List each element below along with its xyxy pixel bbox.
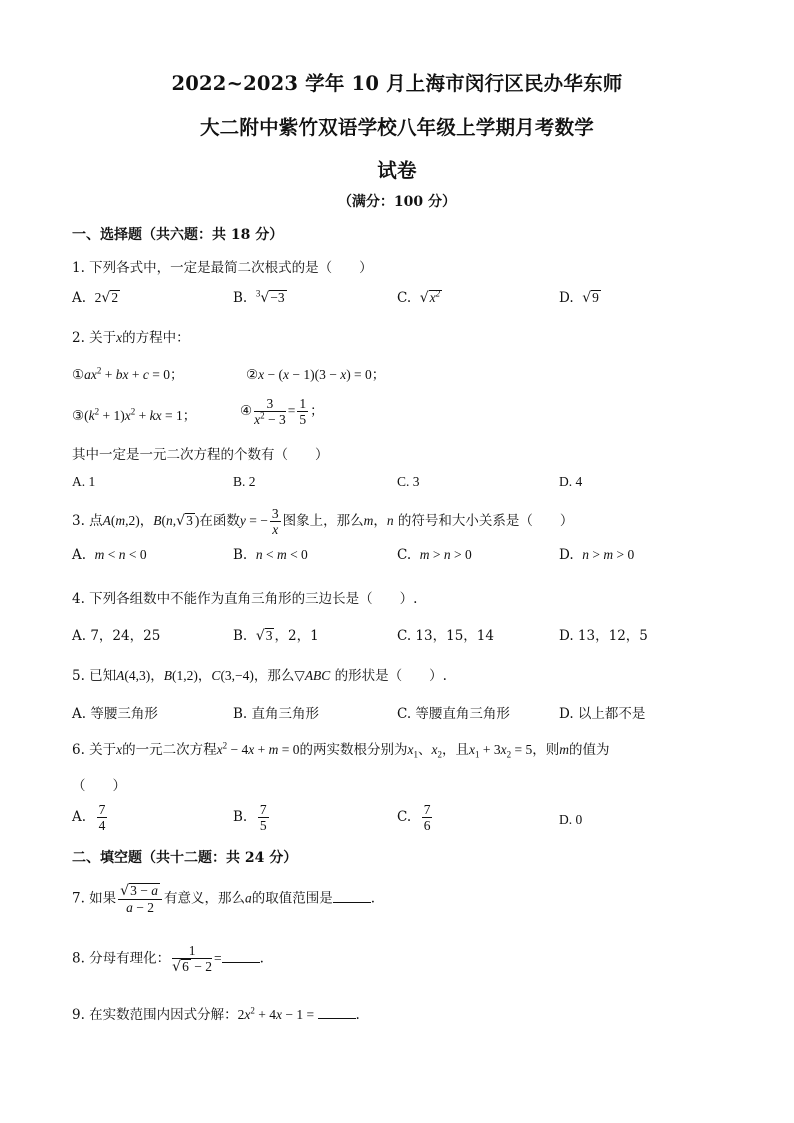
section-choice: 一、选择题（共六题：共 18 分） xyxy=(72,227,284,243)
question-6: 6. 关于x的一元二次方程$x^2 - 4x + m = 0$的两实数根分别为$x_1$、$x_2$，且$x_1 + 3x_2 = 5$，则m的值为 xyxy=(72,740,610,760)
q3-option-c: C. m > n > 0 xyxy=(397,547,472,563)
q6-option-d: D. 0 xyxy=(559,812,583,827)
score-note: （满分：100 分） xyxy=(337,194,457,210)
q7-answer-blank[interactable] xyxy=(333,890,371,903)
q2-eq-4: ④ $\frac{3}{x^2 - 3}$ = $\frac{1}{5}$ ； xyxy=(240,396,324,427)
question-4: 4. 下列各组数中不能作为直角三角形的三边长是（ ）. xyxy=(72,591,418,607)
q2-option-c: C. 3 xyxy=(397,474,420,489)
q3-option-a: A. m < n < 0 xyxy=(72,547,147,563)
question-9: 9. 在实数范围内因式分解：$2x^2 + 4x - 1$ = . xyxy=(72,1005,360,1023)
q1-option-a: A. 2√2 xyxy=(72,290,119,306)
q6-option-c: C. $\frac{7}{6}$ xyxy=(397,802,431,833)
title-line-1: 2022~2023 学年 10 月上海市闵行区民办华东师 xyxy=(171,72,623,95)
q2-option-d: D. 4 xyxy=(559,474,583,489)
q5-option-d: D. 以上都不是 xyxy=(559,706,646,722)
q1-option-c: C. $√x^2$ xyxy=(397,288,441,306)
q2-option-a: A. 1 xyxy=(72,474,96,489)
q3-option-d: D. n > m > 0 xyxy=(559,547,635,563)
q5-option-c: C. 等腰直角三角形 xyxy=(397,706,510,722)
q2-tail: 其中一定是一元二次方程的个数有（ ） xyxy=(72,447,329,463)
title-line-2: 大二附中紫竹双语学校八年级上学期月考数学 xyxy=(199,116,594,139)
q2-eq-3: $③(k^2 + 1)x^2$ + kx = 1； xyxy=(72,406,197,424)
q2-eq-2: ②x − (x − 1)(3 − x) = 0； xyxy=(246,367,386,383)
question-2: 2. 关于x的方程中： xyxy=(72,330,190,346)
q2-eq-1: $①ax^2$ + bx + c = 0； xyxy=(72,365,184,383)
q3-option-b: B. n < m < 0 xyxy=(233,547,308,563)
q6-option-b: B. $\frac{7}{5}$ xyxy=(233,802,267,833)
q8-answer-blank[interactable] xyxy=(222,950,260,963)
section-fill-blank: 二、填空题（共十二题：共 24 分） xyxy=(72,850,298,866)
q5-option-a: A. 等腰三角形 xyxy=(72,706,158,722)
q4-option-d: D. 13，12，5 xyxy=(559,628,648,644)
q2-option-b: B. 2 xyxy=(233,474,256,489)
q6-paren: （ ） xyxy=(72,778,126,794)
question-7: 7. 如果 $\frac{√3 - a}{a - 2}$ 有意义，那么a的取值范围是 . xyxy=(72,883,376,915)
question-3: 3. 点A(m,2)，B(n,√3 )在函数y = − $\frac{3}{x}$ 图象上，那么m，n 的符号和大小关系是（ ） xyxy=(72,506,574,537)
q1-option-b: B. $^3$√−3 xyxy=(233,288,285,306)
question-8: 8. 分母有理化： $\frac{1}{√6 - 2}$ = . xyxy=(72,943,264,975)
q4-option-b: B. √3 ，2，1 xyxy=(233,628,319,644)
question-1: 1. 下列各式中，一定是最简二次根式的是（ ） xyxy=(72,260,373,276)
q9-answer-blank[interactable] xyxy=(318,1006,356,1019)
q1-option-d: D. √9 xyxy=(559,290,599,306)
title-line-3: 试卷 xyxy=(377,159,417,182)
q5-option-b: B. 直角三角形 xyxy=(233,706,320,722)
q4-option-c: C. 13，15，14 xyxy=(397,628,494,644)
q6-option-a: A. $\frac{7}{4}$ xyxy=(72,802,106,833)
question-5: 5. 已知A(4,3)，B(1,2)，C(3,−4)，那么▽ABC 的形状是（ ）. xyxy=(72,668,447,684)
q4-option-a: A. 7，24，25 xyxy=(72,628,161,644)
